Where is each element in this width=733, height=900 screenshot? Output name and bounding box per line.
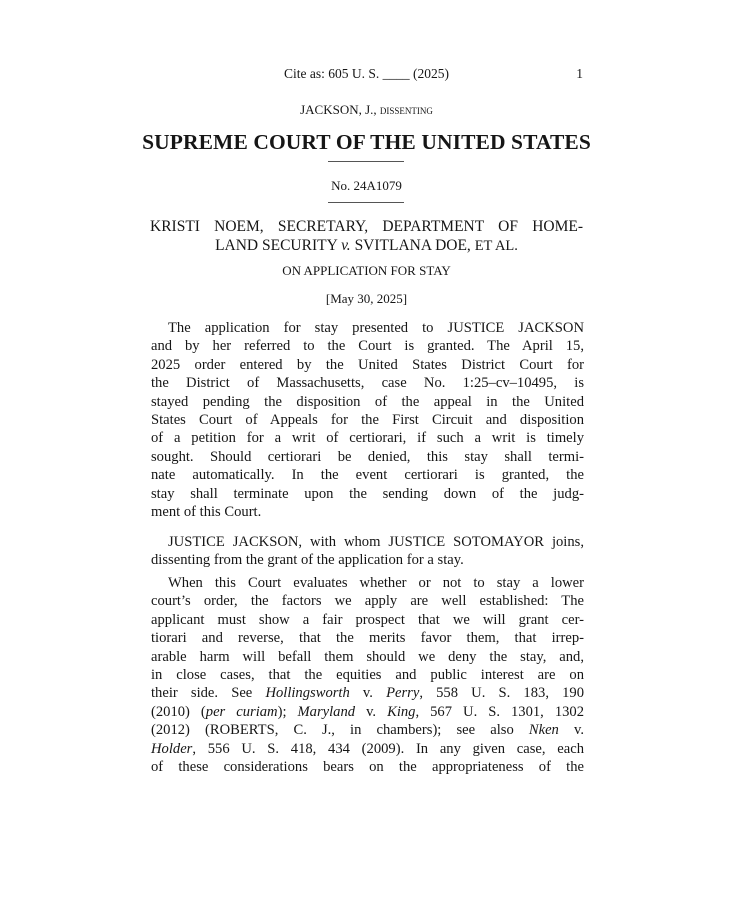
text-line: court’s order, the factors we apply are well established: The	[151, 593, 584, 610]
text-line: tiorari and reverse, that the merits favor them, that irrep-	[151, 630, 584, 647]
text-line: ment of this Court.	[151, 504, 262, 521]
order-paragraph	[151, 319, 584, 521]
text-line: stayed pending the disposition of the appeal in the United	[151, 393, 584, 410]
divider-rule	[328, 202, 404, 203]
text-line: their side. See Hollingsworth v. Perry, 558 U. S. 183, 190	[151, 685, 585, 702]
application-type: ON APPLICATION FOR STAY	[282, 263, 451, 278]
text-line: 2025 order entered by the United States District Court for	[151, 356, 584, 373]
text-line: JUSTICE JACKSON, with whom JUSTICE SOTOMAYOR joins,	[168, 534, 584, 550]
text-line: Holder, 556 U. S. 418, 434 (2009). In any given case, each	[151, 740, 584, 757]
dissent-heading-paragraph	[151, 533, 584, 570]
caption-line-2: LAND SECURITY v. SVITLANA DOE, ET AL.	[215, 237, 518, 254]
decision-date: [May 30, 2025]	[325, 291, 408, 306]
text-line: stay shall terminate upon the sending down of the judg-	[151, 485, 584, 502]
case-caption	[150, 217, 583, 256]
docket-number: No. 24A1079	[331, 178, 402, 193]
case-name: King	[387, 703, 416, 720]
citation-line: Cite as: 605 U. S. ____ (2025)	[284, 66, 449, 81]
text-line: applicant must show a fair prospect that we will grant cer-	[151, 611, 584, 628]
text-line: in close cases, that the equities and public interest are on	[151, 667, 584, 684]
case-name: Hollingsworth	[265, 685, 350, 702]
text-line: The application for stay presented to JUSTICE JACKSON	[168, 320, 584, 336]
divider-rule	[328, 161, 404, 162]
text-line: sought. Should certiorari be denied, this stay shall termi-	[151, 448, 584, 465]
text-line: arable harm will befall them should we deny the stay, and,	[151, 648, 584, 665]
case-name: Maryland	[297, 703, 356, 720]
dissent-paragraph	[151, 574, 584, 776]
court-name: SUPREME COURT OF THE UNITED STATES	[142, 130, 591, 154]
case-name: Perry	[386, 685, 420, 702]
page-number: 1	[576, 66, 583, 81]
text-line: of these considerations bears on the appropriateness of the	[151, 759, 584, 776]
running-head: JACKSON, J., dissenting	[300, 102, 433, 117]
text-line: When this Court evaluates whether or not to stay a lower	[168, 575, 584, 591]
page-header	[0, 66, 733, 86]
case-name: Nken	[528, 722, 559, 739]
text-line: dissenting from the grant of the application for a stay.	[151, 552, 464, 569]
text-line: the District of Massachusetts, case No. 1:25–cv–10495, is	[151, 375, 584, 392]
text-line: nate automatically. In the event certiorari is granted, the	[151, 467, 584, 484]
caption-line-1: KRISTI NOEM, SECRETARY, DEPARTMENT OF HOME-	[150, 218, 583, 235]
text-line: of a petition for a writ of certiorari, if such a writ is timely	[151, 430, 584, 447]
case-name: Holder	[151, 740, 193, 757]
text-line: (2012) (ROBERTS, C. J., in chambers); see also Nken v.	[151, 722, 584, 739]
text-line: and by her referred to the Court is granted. The April 15,	[151, 338, 584, 355]
text-line: States Court of Appeals for the First Circuit and disposition	[151, 412, 584, 429]
text-line: (2010) (per curiam); Maryland v. King, 567 U. S. 1301, 1302	[151, 703, 585, 720]
